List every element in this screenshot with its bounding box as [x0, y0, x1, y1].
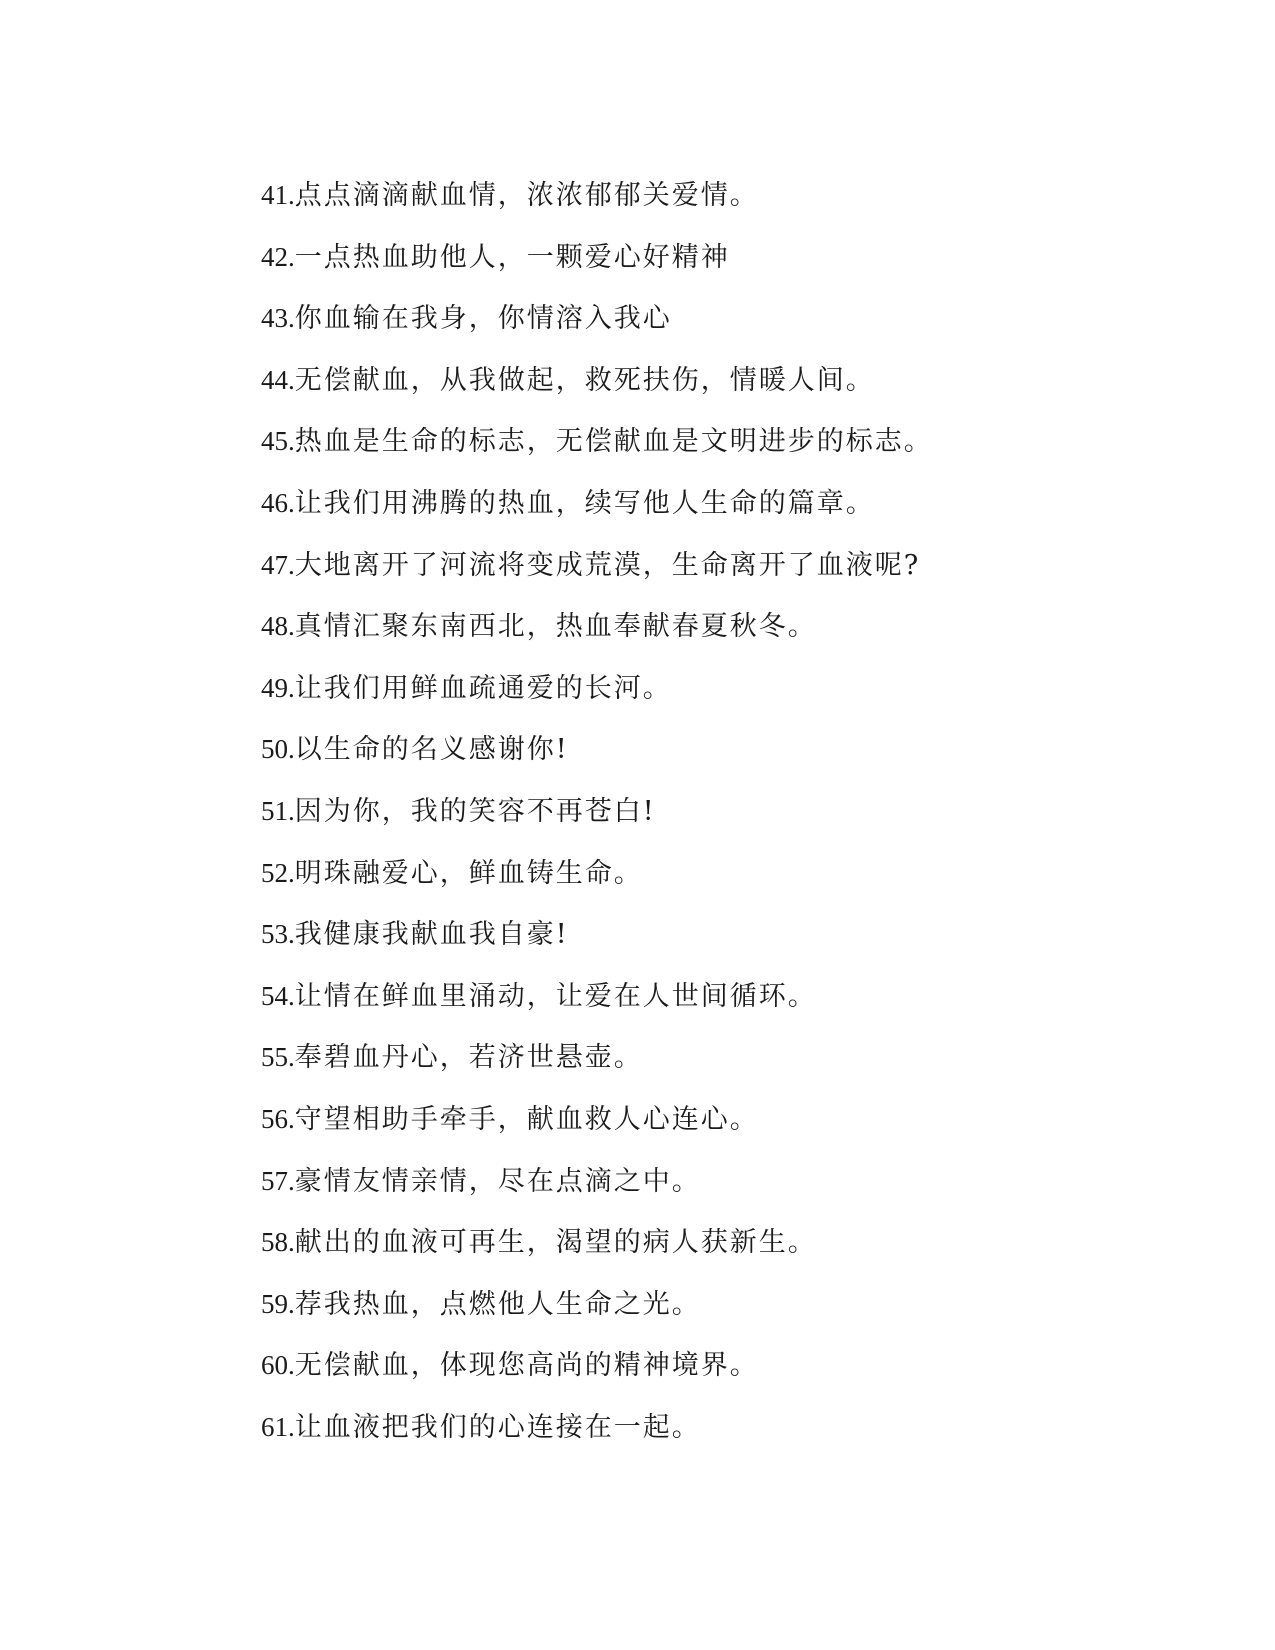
list-item	[261, 350, 933, 412]
list-item	[261, 411, 933, 473]
item-number: 53.	[261, 919, 295, 950]
item-number: 52.	[261, 857, 295, 888]
item-number: 49.	[261, 672, 295, 703]
item-text: 你血输在我身，你情溶入我心	[294, 303, 672, 335]
item-text: 让我们用沸腾的热血，续写他人生命的篇章。	[294, 487, 875, 519]
item-number: 45.	[261, 426, 295, 457]
list-item	[261, 165, 933, 227]
slogan-list	[261, 165, 933, 1458]
list-item	[261, 535, 933, 597]
item-text: 我健康我献血我自豪!	[294, 919, 569, 951]
item-text: 守望相助手牵手，献血救人心连心。	[294, 1103, 759, 1135]
item-number: 57.	[261, 1165, 295, 1196]
item-number: 61.	[261, 1411, 295, 1442]
list-item	[261, 843, 933, 905]
list-item	[261, 1335, 933, 1397]
item-text: 让我们用鲜血疏通爱的长河。	[294, 672, 672, 704]
list-item	[261, 473, 933, 535]
item-text: 奉碧血丹心，若济世悬壶。	[294, 1042, 643, 1074]
item-text: 大地离开了河流将变成荒漠，生命离开了血液呢?	[294, 549, 921, 581]
item-number: 55.	[261, 1042, 295, 1073]
item-text: 一点热血助他人，一颗爱心好精神	[294, 241, 730, 273]
list-item	[261, 227, 933, 289]
item-text: 荐我热血，点燃他人生命之光。	[294, 1288, 701, 1320]
item-text: 无偿献血，体现您高尚的精神境界。	[294, 1350, 759, 1382]
list-item	[261, 1274, 933, 1336]
item-number: 56.	[261, 1103, 295, 1134]
item-text: 以生命的名义感谢你!	[294, 734, 569, 766]
item-number: 54.	[261, 980, 295, 1011]
item-text: 让血液把我们的心连接在一起。	[294, 1411, 701, 1443]
item-number: 58.	[261, 1227, 295, 1258]
item-text: 让情在鲜血里涌动，让爱在人世间循环。	[294, 980, 817, 1012]
list-item	[261, 596, 933, 658]
list-item	[261, 1151, 933, 1213]
item-text: 豪情友情亲情，尽在点滴之中。	[294, 1165, 701, 1197]
list-item	[261, 966, 933, 1028]
item-text: 热血是生命的标志，无偿献血是文明进步的标志。	[294, 426, 933, 458]
item-text: 无偿献血，从我做起，救死扶伤，情暖人间。	[294, 364, 875, 396]
list-item	[261, 658, 933, 720]
list-item	[261, 1212, 933, 1274]
item-number: 48.	[261, 611, 295, 642]
item-number: 47.	[261, 549, 295, 580]
list-item	[261, 1089, 933, 1151]
item-text: 真情汇聚东南西北，热血奉献春夏秋冬。	[294, 611, 817, 643]
list-item	[261, 288, 933, 350]
item-text: 明珠融爱心，鲜血铸生命。	[294, 857, 643, 889]
item-number: 41.	[261, 180, 295, 210]
item-text: 献出的血液可再生，渴望的病人获新生。	[294, 1227, 817, 1259]
item-number: 59.	[261, 1288, 295, 1319]
item-number: 44.	[261, 364, 295, 395]
list-item	[261, 719, 933, 781]
item-number: 46.	[261, 487, 295, 518]
list-item	[261, 1027, 933, 1089]
list-item	[261, 1397, 933, 1459]
item-number: 60.	[261, 1350, 295, 1381]
item-number: 43.	[261, 303, 295, 334]
item-text: 因为你，我的笑容不再苍白!	[294, 795, 656, 827]
list-item	[261, 781, 933, 843]
item-number: 50.	[261, 734, 295, 765]
item-number: 51.	[261, 795, 295, 826]
item-number: 42.	[261, 241, 295, 272]
item-text: 点点滴滴献血情，浓浓郁郁关爱情。	[294, 180, 759, 211]
list-item	[261, 904, 933, 966]
